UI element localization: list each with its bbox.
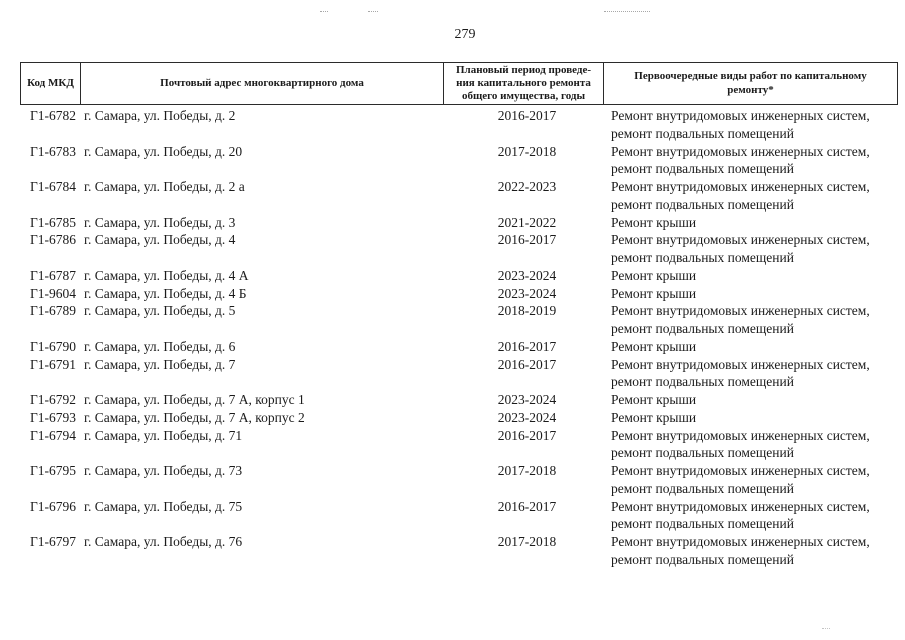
row-works: Ремонт внутридомовых инженерных систем, ремонт подвальных помещений xyxy=(611,232,870,265)
table-header xyxy=(20,62,898,105)
row-address: г. Самара, ул. Победы, д. 3 xyxy=(84,214,236,230)
table-row xyxy=(20,231,898,267)
row-code: Г1-6783 xyxy=(30,143,77,159)
row-works: Ремонт внутридомовых инженерных систем, ремонт подвальных помещений xyxy=(611,108,870,141)
capital-repair-table xyxy=(20,62,898,567)
row-period: 2016-2017 xyxy=(497,356,557,372)
row-code: Г1-6787 xyxy=(30,267,77,283)
table-row xyxy=(20,214,898,232)
row-address: г. Самара, ул. Победы, д. 76 xyxy=(84,534,243,549)
row-address: г. Самара, ул. Победы, д. 2 а xyxy=(84,179,245,194)
row-period: 2016-2017 xyxy=(497,427,557,443)
row-works: Ремонт крыши xyxy=(611,267,697,283)
row-works: Ремонт крыши xyxy=(611,285,697,301)
row-address: г. Самара, ул. Победы, д. 73 xyxy=(84,463,243,478)
row-address: г. Самара, ул. Победы, д. 2 xyxy=(84,108,236,123)
row-code: Г1-6797 xyxy=(30,534,77,549)
table-row xyxy=(20,462,898,498)
row-code: Г1-6789 xyxy=(30,303,77,319)
row-period: 2016-2017 xyxy=(497,498,557,514)
header-address: Почтовый адрес многоквартирного дома xyxy=(80,63,443,104)
row-period: 2017-2018 xyxy=(497,534,557,549)
row-period: 2023-2024 xyxy=(497,392,557,407)
row-address: г. Самара, ул. Победы, д. 4 А xyxy=(84,267,249,283)
row-address: г. Самара, ул. Победы, д. 4 xyxy=(84,232,236,248)
row-works: Ремонт внутридомовых инженерных систем, ремонт подвальных помещений xyxy=(611,463,870,496)
row-period: 2022-2023 xyxy=(497,179,557,194)
scan-mark xyxy=(822,628,830,629)
row-code: Г1-6791 xyxy=(30,356,77,372)
table-row xyxy=(20,267,898,285)
header-period: Плановый период проведе- ния капитального ремонта общего имущества, годы xyxy=(443,63,603,104)
row-period: 2016-2017 xyxy=(497,338,557,354)
row-address: г. Самара, ул. Победы, д. 7 xyxy=(84,356,236,372)
row-address: г. Самара, ул. Победы, д. 4 Б xyxy=(84,285,247,301)
row-address: г. Самара, ул. Победы, д. 5 xyxy=(84,303,236,319)
row-code: Г1-6782 xyxy=(30,108,77,123)
row-code: Г1-9604 xyxy=(30,285,77,301)
row-period: 2017-2018 xyxy=(497,143,557,159)
row-code: Г1-6784 xyxy=(30,179,77,194)
header-works: Первоочередные виды работ по капитальному ремонту* xyxy=(603,63,897,104)
row-address: г. Самара, ул. Победы, д. 75 xyxy=(84,498,243,514)
row-period: 2021-2022 xyxy=(497,214,557,230)
row-address: г. Самара, ул. Победы, д. 6 xyxy=(84,338,236,354)
row-code: Г1-6786 xyxy=(30,232,77,248)
row-period: 2023-2024 xyxy=(497,409,557,425)
row-works: Ремонт крыши xyxy=(611,409,697,425)
scan-mark xyxy=(604,11,650,12)
row-period: 2023-2024 xyxy=(497,267,557,283)
row-code: Г1-6793 xyxy=(30,409,77,425)
table-row xyxy=(20,391,898,409)
table-body xyxy=(20,107,898,569)
table-row xyxy=(20,356,898,392)
row-works: Ремонт внутридомовых инженерных систем, ремонт подвальных помещений xyxy=(611,179,870,212)
table-row xyxy=(20,498,898,534)
row-works: Ремонт крыши xyxy=(611,338,697,354)
row-code: Г1-6794 xyxy=(30,427,77,443)
row-address: г. Самара, ул. Победы, д. 7 А, корпус 1 xyxy=(84,392,305,407)
row-code: Г1-6792 xyxy=(30,392,77,407)
row-code: Г1-6785 xyxy=(30,214,77,230)
table-row xyxy=(20,143,898,179)
table-row xyxy=(20,427,898,463)
row-works: Ремонт крыши xyxy=(611,214,697,230)
row-address: г. Самара, ул. Победы, д. 71 xyxy=(84,427,243,443)
row-period: 2023-2024 xyxy=(497,285,557,301)
row-period: 2017-2018 xyxy=(497,463,557,478)
table-row xyxy=(20,285,898,303)
table-row xyxy=(20,302,898,338)
row-works: Ремонт внутридомовых инженерных систем, ремонт подвальных помещений xyxy=(611,356,870,390)
scan-mark xyxy=(368,11,378,12)
row-works: Ремонт внутридомовых инженерных систем, ремонт подвальных помещений xyxy=(611,534,870,567)
header-code: Код МКД xyxy=(27,76,74,89)
table-row xyxy=(20,178,898,214)
table-row xyxy=(20,107,898,143)
row-works: Ремонт внутридомовых инженерных систем, ремонт подвальных помещений xyxy=(611,303,870,336)
row-works: Ремонт внутридомовых инженерных систем, ремонт подвальных помещений xyxy=(611,427,870,461)
row-period: 2016-2017 xyxy=(497,232,557,248)
row-period: 2018-2019 xyxy=(497,303,557,319)
row-code: Г1-6795 xyxy=(30,463,77,478)
row-address: г. Самара, ул. Победы, д. 20 xyxy=(84,143,243,159)
row-works: Ремонт внутридомовых инженерных систем, ремонт подвальных помещений xyxy=(611,143,870,177)
row-code: Г1-6796 xyxy=(30,498,77,514)
page-number: 279 xyxy=(454,27,476,42)
row-period: 2016-2017 xyxy=(497,108,557,123)
row-address: г. Самара, ул. Победы, д. 7 А, корпус 2 xyxy=(84,409,305,425)
table-row xyxy=(20,409,898,427)
row-code: Г1-6790 xyxy=(30,338,77,354)
scan-mark xyxy=(320,11,328,12)
row-works: Ремонт внутридомовых инженерных систем, ремонт подвальных помещений xyxy=(611,498,870,532)
table-row xyxy=(20,338,898,356)
row-works: Ремонт крыши xyxy=(611,392,697,407)
table-row xyxy=(20,533,898,569)
